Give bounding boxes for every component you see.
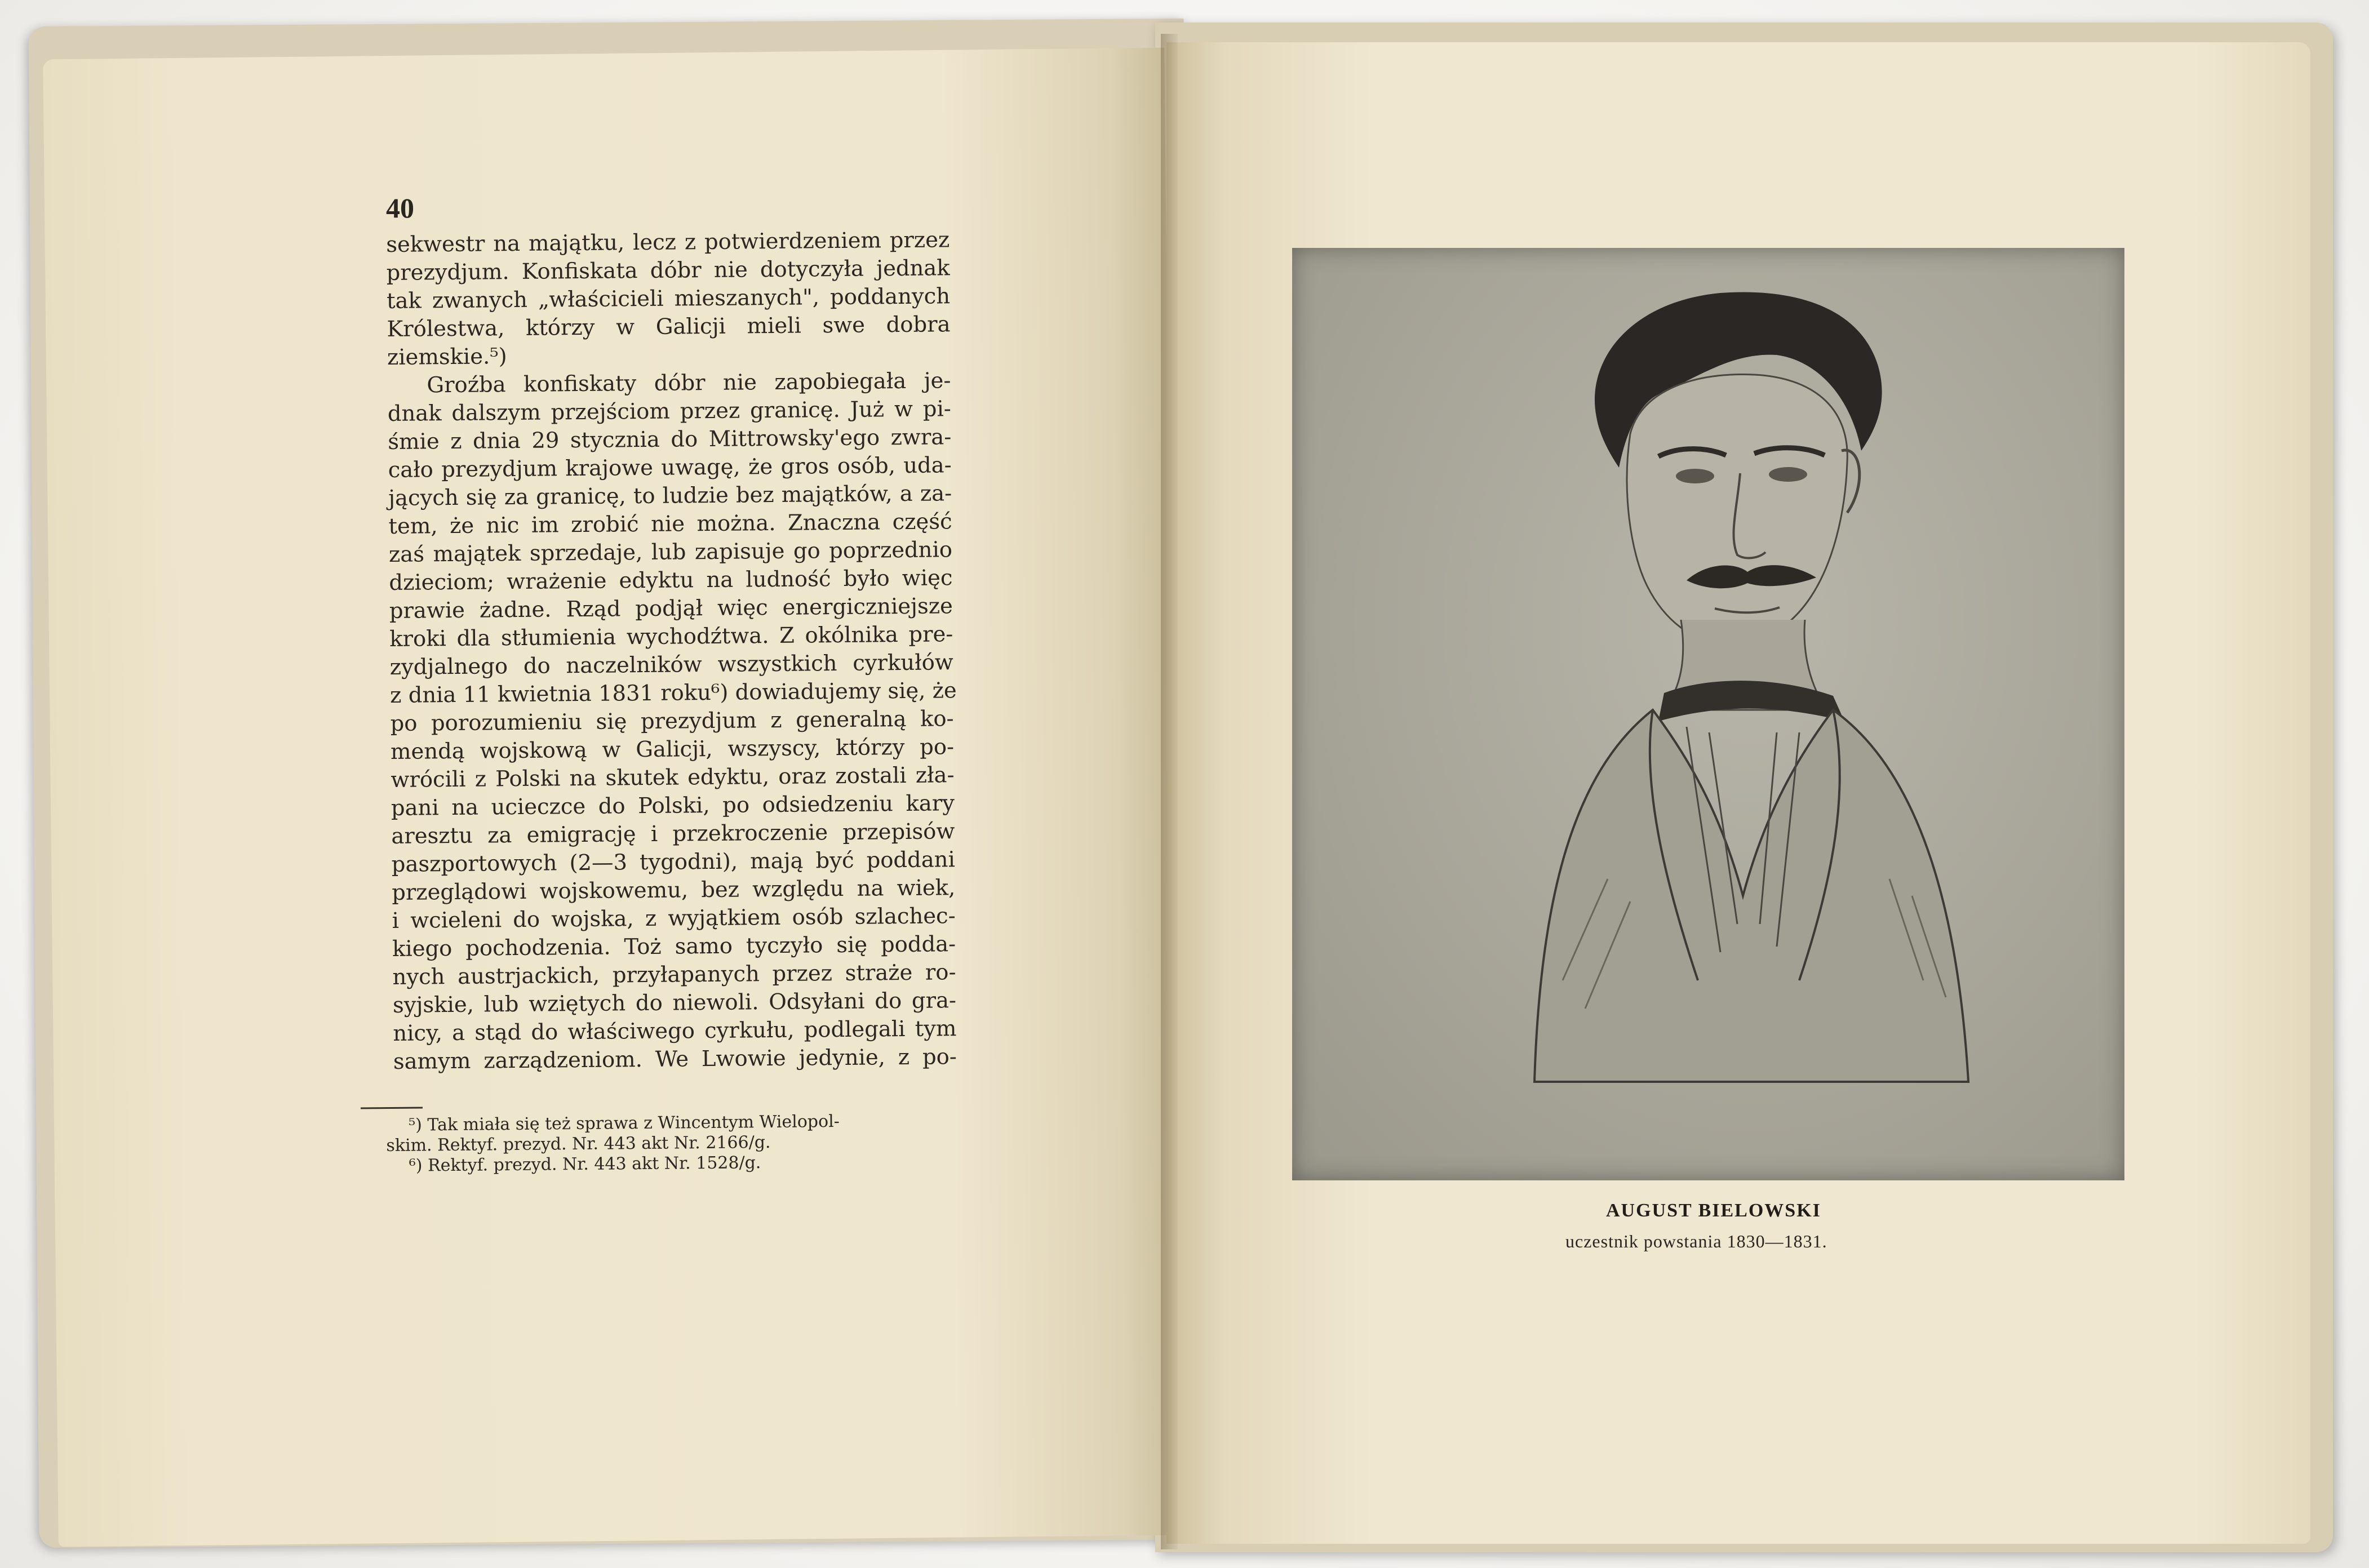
text-line: Królestwa, którzy w Galicji mieli swe dobra (387, 312, 951, 342)
footnote-line: ⁵) Tak miała się też sprawa z Wincentym Wielopol- (408, 1111, 840, 1135)
text-line: prawie żadne. Rząd podjął więc energiczniejsze (389, 593, 953, 624)
text-line: i wcieleni do wojska, z wyjątkiem osób szlachec- (392, 903, 956, 934)
text-line: z dnia 11 kwietnia 1831 roku⁶) dowiadujemy się, że (389, 678, 957, 708)
portrait-drawing (1292, 248, 2124, 1180)
text-line: mendą wojskową w Galicji, wszyscy, którzy po- (390, 734, 955, 765)
footnote-line: skim. Rektyf. prezyd. Nr. 443 akt Nr. 2166/g. (386, 1132, 771, 1156)
text-line: aresztu za emigrację i przekroczenie przepisów (391, 819, 955, 849)
text-line: prezydjum. Konfiskata dóbr nie dotyczyła jednak (386, 255, 950, 286)
footnote-line: ⁶) Rektyf. prezyd. Nr. 443 akt Nr. 1528/g. (409, 1153, 761, 1176)
text-line: kiego pochodzenia. Toż samo tyczyło się podda- (392, 931, 956, 962)
text-line: zydjalnego do naczelników wszystkich cyrkułów (389, 650, 953, 680)
text-line: jących się za granicę, to ludzie bez majątków, a za- (388, 481, 952, 511)
text-line: po porozumieniu się prezydjum z generalną ko- (390, 706, 954, 736)
text-line: zaś majątek sprzedaje, lub zapisuje go poprzednio (388, 537, 953, 567)
text-line: pani na ucieczce do Polski, po odsiedzeniu kary (391, 790, 955, 821)
page-number: 40 (386, 192, 414, 224)
text-line: cało prezydjum krajowe uwagę, że gros osób, uda- (388, 452, 952, 483)
text-line: tem, że nic im zrobić nie można. Znaczna część (388, 509, 952, 539)
text-line: dzieciom; wrażenie edyktu na ludność było więc (389, 565, 953, 596)
footnotes (386, 1111, 950, 1176)
text-line: dnak dalszym przejściom przez granicę. Już w pi- (387, 396, 951, 427)
text-line: przeglądowi wojskowemu, bez względu na wiek, (392, 875, 956, 905)
text-line: ziemskie.⁵) (387, 344, 507, 370)
text-line: Groźba konfiskaty dóbr nie zapobiegała je- (427, 368, 951, 398)
text-line: samym zarządzeniom. We Lwowie jedynie, z po- (393, 1044, 957, 1074)
text-line: syjskie, lub wziętych do niewoli. Odsyłani do gra- (392, 988, 957, 1018)
text-line: sekwestr na majątku, lecz z potwierdzeniem przez (386, 227, 950, 257)
text-line: śmie z dnia 29 stycznia do Mittrowsky'ego zwra- (388, 424, 952, 455)
text-line: nych austrjackich, przyłapanych przez straże ro- (392, 960, 956, 990)
caption-subtitle: uczestnik powstania 1830—1831. (1565, 1231, 1827, 1251)
book-gutter (1161, 34, 1178, 1549)
text-line: tak zwanych „właścicieli mieszanych", poddanych (386, 283, 951, 314)
body-text (386, 226, 957, 1076)
portrait-plate (1292, 248, 2124, 1180)
text-line: kroki dla stłumienia wychodźtwa. Z okólnika pre- (389, 621, 953, 652)
caption-name: AUGUST BIELOWSKI (1606, 1200, 1821, 1221)
text-line: wrócili z Polski na skutek edyktu, oraz zostali zła- (391, 762, 955, 793)
text-line: paszportowych (2—3 tygodni), mają być poddani (391, 847, 955, 877)
text-line: nicy, a stąd do właściwego cyrkułu, podlegali tym (393, 1016, 957, 1046)
